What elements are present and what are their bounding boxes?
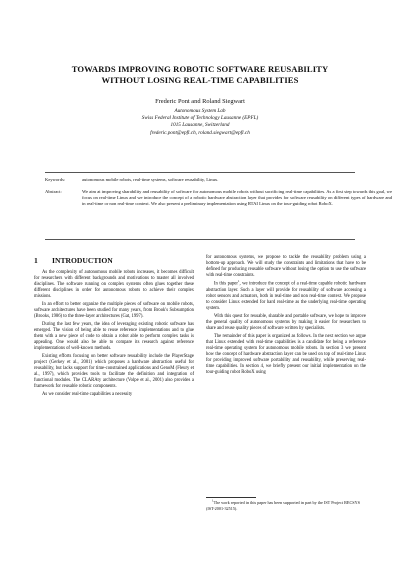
affiliation-email: frederic.pont@epfl.ch, roland.siegwart@epfl.ch — [150, 129, 250, 136]
paragraph: With this quest for reusable, sharable and portable software, we hope to improve the general quality of autonomous systems by making it easier for researchers to share and reuse quality pieces of software written by specialists. — [206, 313, 366, 331]
paragraph: As we consider real-time capabilities a necessity — [42, 392, 133, 398]
keywords-text: autonomous mobile robots, real-time systems, software reusability, Linux. — [82, 177, 219, 182]
abstract-text: We aim at improving sharability and reusability of software for autonomous mobile robots without sacrificing real-time capabilities. As a first step towards this goal, we focus on real-time Linux and we introduce the concept of a robotic hardware abstraction layer that provides for software reusability on different types of hardware and in real-time or non real-time context. We also present a preliminary implementation using RTAI Linux on the tour-guiding robot RoboX. — [82, 189, 392, 206]
footnote-marker: 1 — [237, 279, 240, 284]
title-line-1: TOWARDS IMPROVING ROBOTIC SOFTWARE REUSABILITY — [71, 64, 329, 74]
paragraph: In an effort to better organize the multiple pieces of software on mobile robots, software architectures have been studied for many years, from Brook's Subsumption (Brooks, 1986) to the three-layer architectures (Gat, 1997). — [34, 302, 194, 320]
paragraph: The remainder of this paper is organized as follows. In the next section we argue that Linux extended with real-time capabilities is a candidate for being a reference real-time operating system for autonomous mobile robots. In section 3 we present how the concept of hardware abstraction layer can be used on top of real-time Linux for providing improved software portability and reusability, while preserving real-time capabilities. In section 4, we briefly present our initial implementation on the tour-guiding robot RoboX using — [206, 333, 366, 375]
top-divider — [45, 172, 355, 173]
paragraph: During the last few years, the idea of leveraging existing robotic software has emerged. The vision of being able to reuse reference implementations and to glue them with a new piece of code to obtain a robot able to perform complex tasks is appealing. One would also be able to compare its research against reference implementations of well-known methods. — [34, 322, 194, 352]
footnote-text: The work reported in this paper has been supported in part by the IST Project RECSYS (IST-2001-32515). — [206, 500, 360, 511]
paper-authors: Frederic Pont and Roland Siegwart — [155, 98, 245, 105]
abstract-label: Abstract: — [45, 189, 62, 194]
paragraph: for autonomous systems, we propose to tackle the reusability problem using a bottom-up approach. We will study the constraints and limitations that have to be defined for producing reusable software without losing the option to use the software with real-time constraints. — [206, 255, 366, 279]
affiliation-lab: Autonomous System Lab — [174, 108, 226, 114]
section-title: INTRODUCTION — [52, 256, 113, 265]
bottom-divider — [45, 239, 355, 240]
keywords-block — [45, 177, 395, 184]
paragraph: As the complexity of autonomous mobile robots increases, it becomes difficult for researchers with different backgrounds and motivations to master all involved disciplines. The software running on complex systems often glues together these different disciplines in order for autonomous robots to achieve their complex missions. — [34, 270, 194, 300]
section-number: 1 — [34, 256, 38, 265]
abstract-block — [45, 189, 395, 233]
keywords-label: Keywords: — [45, 177, 66, 182]
section-heading — [34, 256, 113, 265]
paragraph: Existing efforts focusing on better software reusability include the PlayerStage project (Gerkey et al., 2001) which proposes a hardware abstraction useful for reusability, but lacks support for time-constrained applications and GenoM (Fleury et al., 1997), which provides tools to facilitate the definition and integration of functional modules. The CLARAty architecture (Volpe et al., 2001) also provides a framework for reusable robotic components. — [34, 354, 194, 390]
title-line-2: WITHOUT LOSING REAL-TIME CAPABILITIES — [101, 75, 299, 85]
left-column — [34, 270, 194, 398]
footnote-number: 1 — [212, 498, 214, 503]
author-affiliation — [40, 108, 360, 137]
paragraph-with-footnote — [206, 281, 366, 312]
affiliation-institute: Swiss Federal Institute of Technology Lausanne (EPFL) — [141, 115, 259, 122]
footnote — [206, 500, 366, 511]
paragraph-text: In this paper — [214, 281, 238, 287]
affiliation-city: 1015 Lausanne, Switzerland — [170, 122, 230, 129]
right-column — [206, 255, 366, 376]
paper-title — [30, 64, 370, 86]
paragraph-text: , we introduce the concept of a real-time capable robotic hardware abstraction layer. Such a layer will provide for reusability of software accessing a robot sensors and actuators, both in real-time and non real-time context. We propose to consider Linux extended for hard real-time as the underlying real-time operating system. — [206, 281, 366, 311]
